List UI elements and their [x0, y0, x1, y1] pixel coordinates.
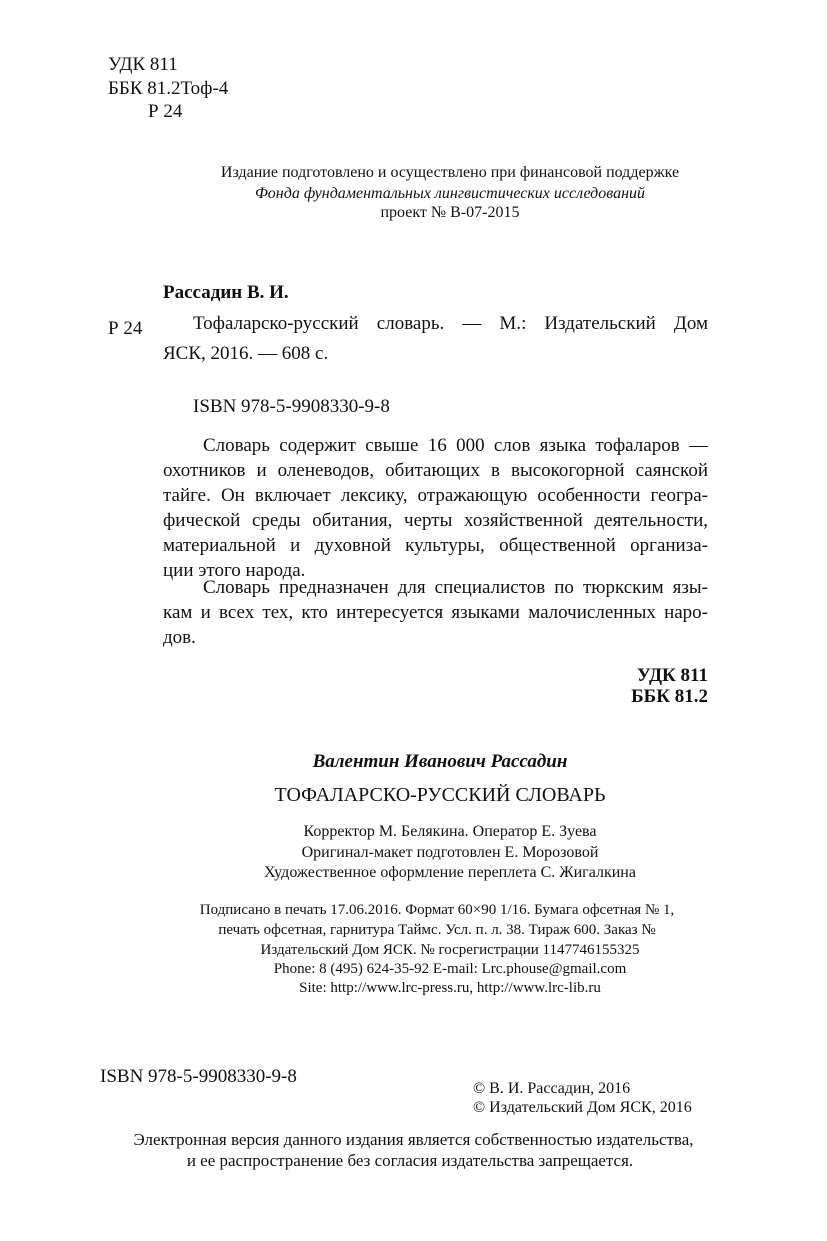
card-title-line-2: ЯСК, 2016. — 608 с.	[163, 343, 329, 364]
imprint-author: Валентин Иванович Рассадин	[312, 751, 568, 772]
abstract-line: дов.	[163, 627, 196, 648]
funding-line-3: проект № В-07-2015	[380, 204, 520, 221]
card-mark: Р 24	[108, 318, 143, 339]
footer-isbn: ISBN 978-5-9908330-9-8	[100, 1066, 297, 1087]
abstract-line: охотников и оленеводов, обитающих в высокогорной саянской	[163, 460, 708, 481]
imprint-detail: Site: http://www.lrc-press.ru, http://www.lrc-lib.ru	[299, 980, 601, 996]
electronic-notice-line-1: Электронная версия данного издания является собственностью издательства,	[133, 1130, 694, 1149]
card-title-line-1: Тофаларско-русский словарь. — М.: Издательский Дом	[193, 313, 708, 334]
bbk-code: ББК 81.2Тоф-4	[108, 78, 229, 99]
funding-line-1: Издание подготовлено и осуществлено при финансовой поддержке	[220, 164, 680, 181]
author-mark: Р 24	[148, 101, 183, 122]
electronic-notice-line-2: и ее распространение без согласия издательства запрещается.	[186, 1151, 634, 1170]
abstract-line: ции этого народа.	[163, 560, 306, 581]
credit-line: Оригинал-макет подготовлен Е. Морозовой	[301, 844, 599, 861]
abstract-line: Словарь предназначен для специалистов по тюркским язы-	[203, 577, 708, 598]
abstract-line: материальной и духовной культуры, общественной организа-	[163, 535, 708, 556]
copyright-author: © В. И. Рассадин, 2016	[473, 1080, 631, 1097]
abstract-line: кам и всех тех, кто интересуется языками малочисленных наро-	[163, 602, 708, 623]
card-udk: УДК 811	[636, 665, 708, 686]
imprint-detail: печать офсетная, гарнитура Таймс. Усл. п. л. 38. Тираж 600. Заказ №	[218, 922, 656, 938]
funding-line-2: Фонда фундаментальных лингвистических исследований	[254, 185, 646, 202]
abstract-line: фической среды обитания, черты хозяйственной деятельности,	[163, 510, 708, 531]
udk-code: УДК 811	[108, 54, 178, 75]
imprint-detail: Подписано в печать 17.06.2016. Формат 60×90 1/16. Бумага офсетная № 1,	[199, 902, 675, 918]
imprint-detail: Издательский Дом ЯСК. № госрегистрации 1147746155325	[260, 942, 640, 958]
copyright-publisher: © Издательский Дом ЯСК, 2016	[473, 1099, 692, 1116]
abstract-line: Словарь содержит свыше 16 000 слов языка тофаларов —	[203, 435, 708, 456]
imprint-detail: Phone: 8 (495) 624-35-92 E-mail: Lrc.phouse@gmail.com	[273, 961, 627, 977]
card-isbn: ISBN 978-5-9908330-9-8	[193, 396, 390, 417]
credit-line: Художественное оформление переплета С. Жигалкина	[264, 864, 636, 881]
credit-line: Корректор М. Белякина. Оператор Е. Зуева	[303, 823, 597, 840]
card-bbk: ББК 81.2	[631, 686, 708, 707]
imprint-title: ТОФАЛАРСКО-РУССКИЙ СЛОВАРЬ	[274, 784, 606, 806]
card-author: Рассадин В. И.	[163, 282, 289, 303]
abstract-line: тайге. Он включает лексику, отражающую особенности геогра-	[163, 485, 708, 506]
